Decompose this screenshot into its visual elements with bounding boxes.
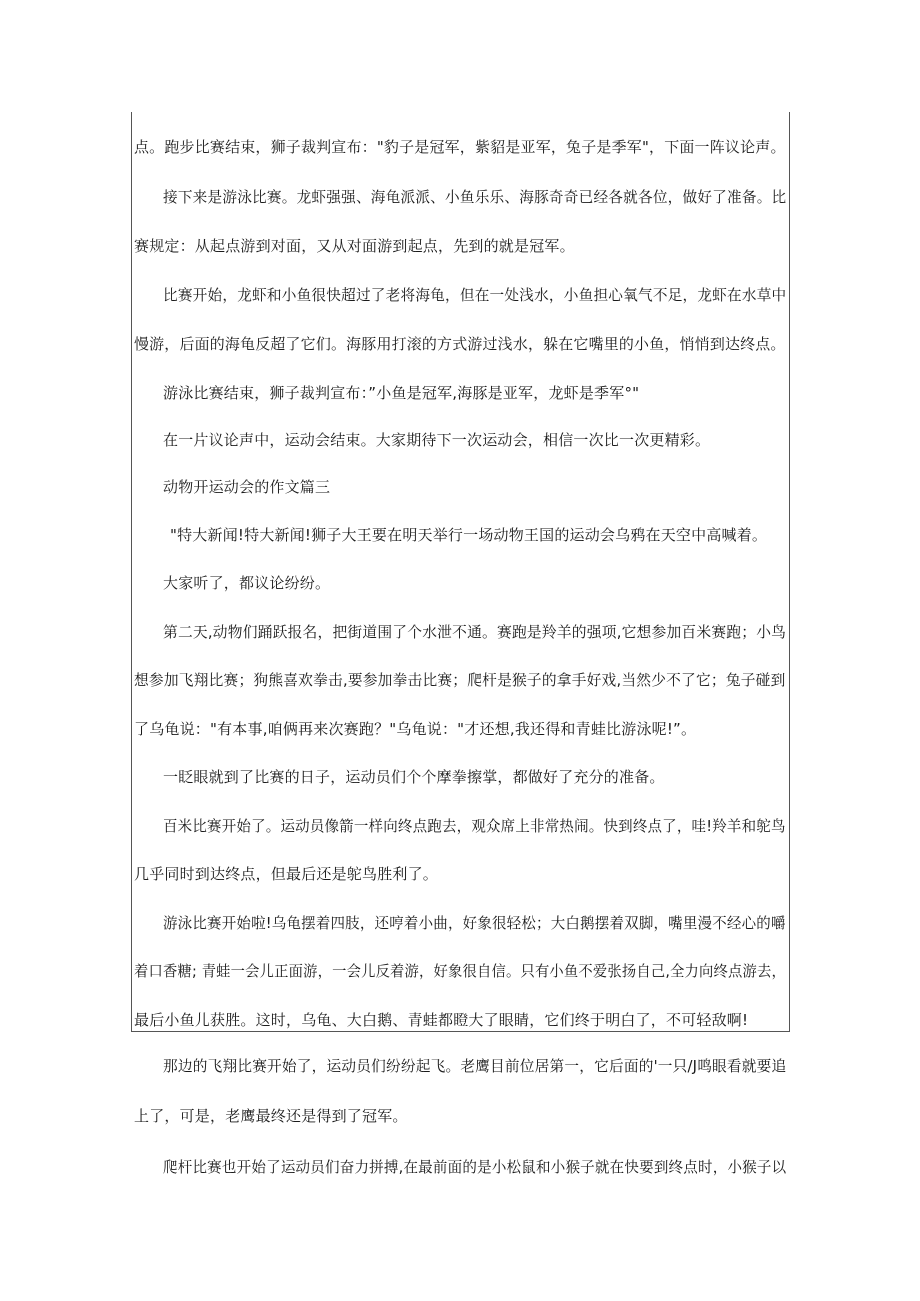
text-line: 游泳比赛结束，狮子裁判宣布：”小鱼是冠军,海豚是亚军，龙虾是季军°" [163,384,640,402]
text-line: 百米比赛开始了。运动员像箭一样向终点跑去，观众席上非常热闹。快到终点了，哇!羚羊和鸵鸟 [163,817,786,835]
text-line: 接下来是游泳比赛。龙虾强强、海龟派派、小鱼乐乐、海豚奇奇已经各就各位，做好了准备。比 [163,188,787,206]
text-line: "特大新闻!特大新闻!狮子大王要在明天举行一场动物王国的运动会乌鸦在天空中高喊着。 [170,526,768,544]
text-line: 慢游，后面的海龟反超了它们。海豚用打滚的方式游过浅水，躲在它嘴里的小鱼，悄悄到达终点。 [134,335,786,353]
text-line: 几乎同时到达终点，但最后还是鸵鸟胜利了。 [134,865,439,883]
text-line: 点。跑步比赛结束，狮子裁判宣布："豹子是冠军，紫貂是亚军，兔子是季军"，下面一阵议论声。 [134,138,786,156]
text-line: 比赛开始，龙虾和小鱼很快超过了老将海龟，但在一处浅水，小鱼担心氧气不足，龙虾在水草中 [163,286,787,304]
text-line: 想参加飞翔比赛；狗熊喜欢拳击,要参加拳击比赛；爬杆是猴子的拿手好戏,当然少不了它；兔子碰到 [134,671,786,689]
text-line: 游泳比赛开始啦!乌龟摆着四肢，还哼着小曲，好象很轻松；大白鹅摆着双脚，嘴里漫不经心的嚼 [163,914,786,932]
text-line: 爬杆比赛也开始了运动员们奋力拼搏,在最前面的是小松鼠和小猴子就在快要到终点时，小猴子以 [163,1158,787,1176]
text-line: 上了，可是，老鹰最终还是得到了冠军。 [134,1107,408,1125]
text-line: 最后小鱼儿获胜。这时，乌龟、大白鹅、青蛙都瞪大了眼睛，它们终于明白了，不可轻敌啊! [134,1011,749,1029]
text-line: 一眨眼就到了比赛的日子，运动员们个个摩拳擦掌，都做好了充分的准备。 [163,768,665,786]
text-line: 第二天,动物们踊跃报名，把街道围了个水泄不通。赛跑是羚羊的强项,它想参加百米赛跑；小鸟 [163,623,787,641]
text-line: 赛规定：从起点游到对面，又从对面游到起点，先到的就是冠军。 [134,237,575,255]
text-line: 那边的飞翔比赛开始了，运动员们纷纷起飞。老鹰目前位居第一，它后面的'一只/J鸣眼看就要追 [163,1057,787,1075]
text-line: 了乌龟说："有本事,咱俩再来次赛跑？"乌龟说："才还想,我还得和青蛙比游泳呢!”。 [134,720,697,738]
section-heading: 动物开运动会的作文篇三 [163,478,331,496]
text-line: 着口香糖; 青蛙一会儿正面游，一会儿反着游，好象很自信。只有小鱼不爱张扬自己,全力向终点游去， [134,962,786,980]
text-line: 大家听了，都议论纷纷。 [163,574,331,592]
text-line: 在一片议论声中，运动会结束。大家期待下一次运动会，相信一次比一次更精彩。 [163,431,711,449]
